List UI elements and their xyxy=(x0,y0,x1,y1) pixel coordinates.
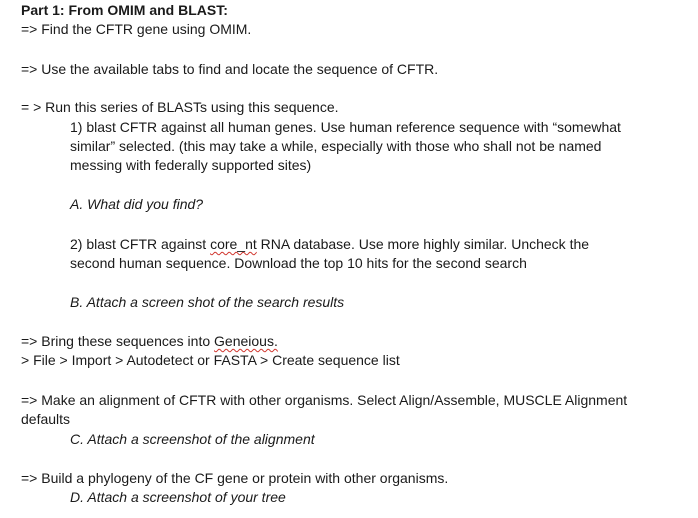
question-d: D. Attach a screenshot of your tree xyxy=(70,489,286,505)
blast-1-line-2: similar” selected. (this may take a while, especially with those who shall not be named xyxy=(70,138,602,154)
step-4-text: => Bring these sequences into xyxy=(21,333,215,349)
blast-2-text-before: 2) blast CFTR against xyxy=(70,236,211,252)
step-alignment-line-1: => Make an alignment of CFTR with other organisms. Select Align/Assemble, MUSCLE Alignment xyxy=(21,392,628,408)
step-find-cftr: => Find the CFTR gene using OMIM. xyxy=(21,21,252,37)
blast-2-line-1 xyxy=(70,234,589,254)
step-import-path: > File > Import > Autodetect or FASTA > Create sequence list xyxy=(21,352,400,368)
step-build-phylogeny: => Build a phylogeny of the CF gene or protein with other organisms. xyxy=(21,470,449,486)
question-c: C. Attach a screenshot of the alignment xyxy=(70,431,315,447)
step-bring-into-geneious xyxy=(21,331,278,351)
step-alignment-line-2: defaults xyxy=(21,411,71,427)
blast-1-line-1: 1) blast CFTR against all human genes. Use human reference sequence with “somewhat xyxy=(70,119,621,135)
step-locate-sequence: => Use the available tabs to find and locate the sequence of CFTR. xyxy=(21,61,439,77)
blast-2-text-after: RNA database. Use more highly similar. Uncheck the xyxy=(256,236,590,252)
step-run-blasts: = > Run this series of BLASTs using this sequence. xyxy=(21,99,339,115)
part-heading: Part 1: From OMIM and BLAST: xyxy=(21,2,228,18)
blast-1-line-3: messing with federally supported sites) xyxy=(70,157,312,173)
spellcheck-flagged-word: Geneious. xyxy=(214,333,278,349)
question-a: A. What did you find? xyxy=(70,196,204,212)
blast-2-line-2: second human sequence. Download the top 10 hits for the second search xyxy=(70,255,527,271)
spellcheck-flagged-word: core_nt xyxy=(210,236,257,252)
question-b: B. Attach a screen shot of the search results xyxy=(70,294,345,310)
